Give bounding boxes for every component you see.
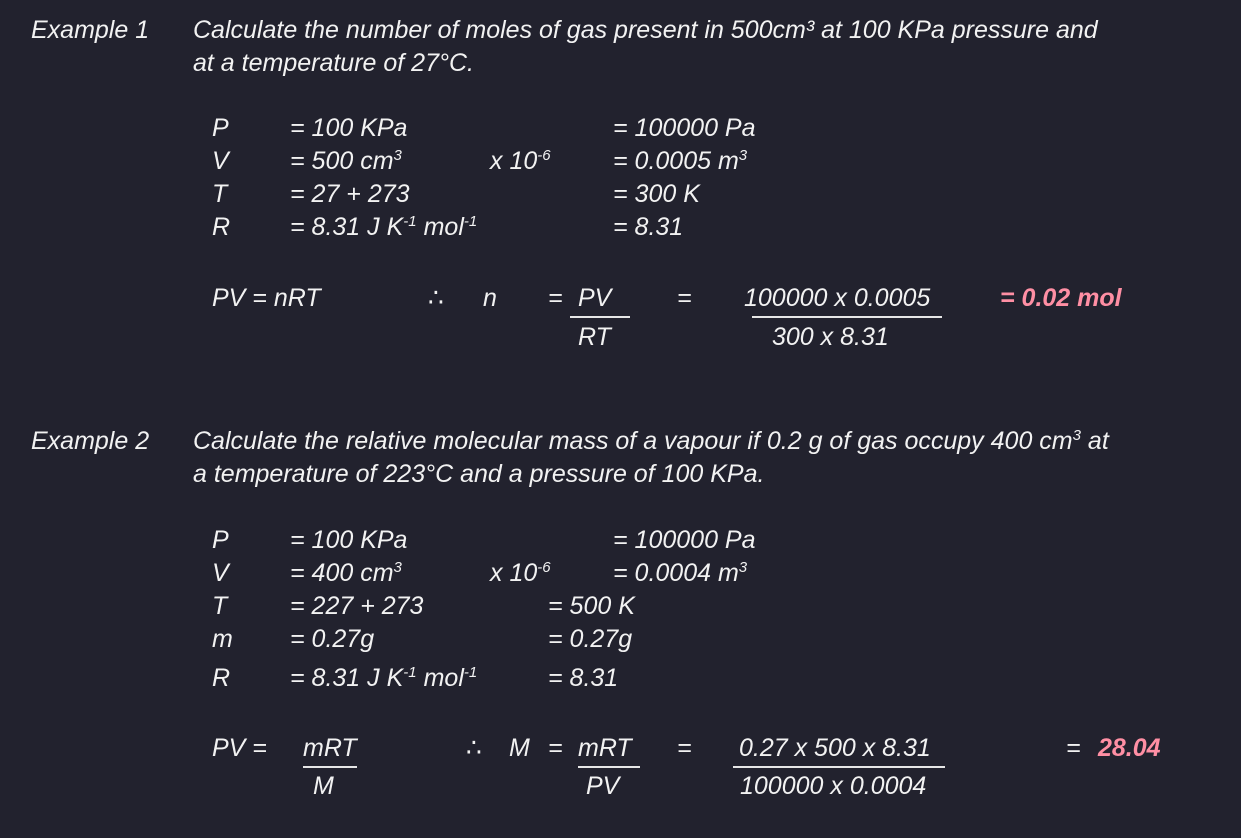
e2-result-v: = 0.0004 $m^3$ <box>613 559 748 587</box>
e2-fraction-2-numerator: 0.27 x 500 x 8.31 <box>739 734 931 762</box>
e1-result-r: = 8.31 <box>613 213 684 241</box>
e2-lhs-fraction-bar <box>303 766 357 768</box>
e2-result-m: = 0.27g <box>548 625 633 653</box>
example-1-question-line-1: Calculate the number of moles of gas present in 500cm³ at 100 KPa pressure and <box>193 16 1098 44</box>
e1-fraction-1-denominator: RT <box>578 323 611 351</box>
e2-var-m: m <box>212 625 233 653</box>
e2-eq-sign-1: = <box>548 734 563 762</box>
example-1-question-line-2: at a temperature of 27°C. <box>193 49 474 77</box>
e1-value-t: = 27 + 273 <box>290 180 410 208</box>
e2-var-v: V <box>212 559 229 587</box>
e1-factor-v: x $10^{-6}$ <box>490 147 551 175</box>
e2-fraction-2-denominator: 100000 x 0.0004 <box>740 772 927 800</box>
e1-fraction-1-numerator: PV <box>578 284 612 312</box>
e2-lhs-fraction-denominator: M <box>313 772 334 800</box>
e1-eq-lhs: PV = nRT <box>212 284 321 312</box>
e1-eq-sign-1: = <box>548 284 563 312</box>
e1-fraction-1-bar <box>570 316 630 318</box>
e1-fraction-2-denominator: 300 x 8.31 <box>772 323 889 351</box>
e1-therefore-symbol: ∴ <box>428 284 444 312</box>
e2-value-v: = 400 $cm^3$ <box>290 559 402 587</box>
e1-fraction-2-bar <box>752 316 942 318</box>
e2-value-r: = 8.31 J $K^{-1}$ mol$^{-1}$ <box>290 664 478 692</box>
e1-var-t: T <box>212 180 228 208</box>
e2-eq-lhs: PV = <box>212 734 267 762</box>
e1-var-r: R <box>212 213 231 241</box>
e2-result-p: = 100000 Pa <box>613 526 756 554</box>
e2-factor-v: x $10^{-6}$ <box>490 559 551 587</box>
e2-answer-eq-sign: = <box>1066 734 1081 762</box>
e1-value-r: = 8.31 J $K^{-1}$ mol$^{-1}$ <box>290 213 478 241</box>
example-2-label: Example 2 <box>31 427 150 455</box>
e2-therefore-symbol: ∴ <box>466 734 482 762</box>
example-2-question-line-1: Calculate the relative molecular mass of a vapour if 0.2 g of gas occupy 400 $cm^3$ at <box>193 427 1109 455</box>
e1-var-v: V <box>212 147 229 175</box>
e2-result-r: = 8.31 <box>548 664 619 692</box>
e1-answer: = 0.02 mol <box>1000 284 1122 312</box>
e2-var-r: R <box>212 664 231 692</box>
e1-value-p: = 100 KPa <box>290 114 408 142</box>
e1-fraction-2-numerator: 100000 x 0.0005 <box>744 284 931 312</box>
example-2-question-line-2: a temperature of 223°C and a pressure of 100 KPa. <box>193 460 765 488</box>
e1-result-p: = 100000 Pa <box>613 114 756 142</box>
example-1-label: Example 1 <box>31 16 150 44</box>
e2-result-t: = 500 K <box>548 592 635 620</box>
e1-result-v: = 0.0005 $m^3$ <box>613 147 748 175</box>
e2-lhs-fraction-numerator: mRT <box>303 734 357 762</box>
e2-fraction-1-numerator: mRT <box>578 734 632 762</box>
e1-value-v: = 500 $cm^3$ <box>290 147 402 175</box>
e2-answer: 28.04 <box>1098 734 1161 762</box>
e2-value-p: = 100 KPa <box>290 526 408 554</box>
e2-value-m: = 0.27g <box>290 625 375 653</box>
e1-eq-sign-2: = <box>677 284 692 312</box>
e2-eq-sign-2: = <box>677 734 692 762</box>
e2-fraction-1-bar <box>578 766 640 768</box>
e2-var-t: T <box>212 592 228 620</box>
e2-var-p: P <box>212 526 229 554</box>
e1-result-t: = 300 K <box>613 180 700 208</box>
e1-n: n <box>483 284 497 312</box>
e1-var-p: P <box>212 114 229 142</box>
e2-fraction-2-bar <box>733 766 945 768</box>
e2-value-t: = 227 + 273 <box>290 592 424 620</box>
e2-fraction-1-denominator: PV <box>586 772 620 800</box>
e2-M: M <box>509 734 530 762</box>
